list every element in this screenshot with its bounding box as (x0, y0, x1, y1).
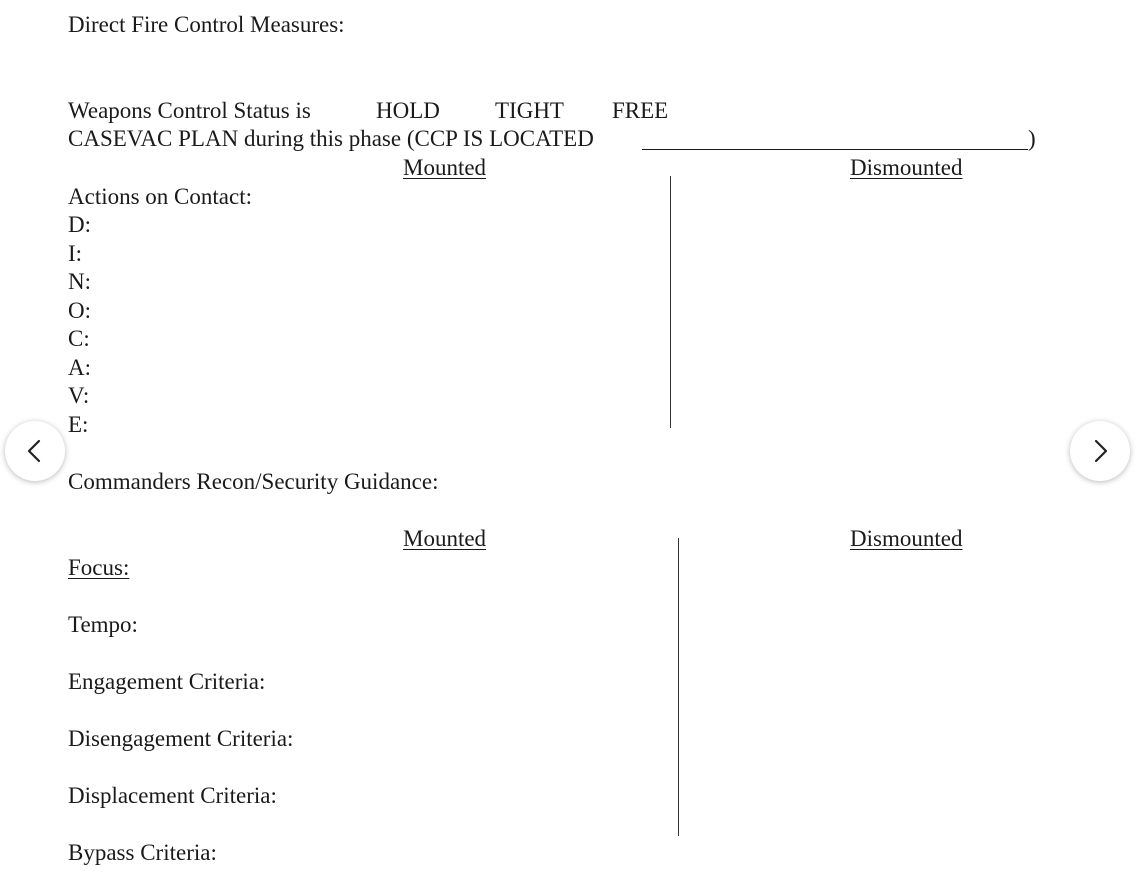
weapons-status-tight: TIGHT (495, 98, 564, 123)
section1-column-divider (670, 176, 671, 428)
actions-letter-v: V: (68, 383, 90, 408)
casevac-close-paren: ) (1028, 126, 1036, 151)
focus-label: Focus: (68, 555, 130, 580)
actions-letter-n: N: (68, 269, 91, 294)
recon-security-guidance-title: Commanders Recon/Security Guidance: (68, 469, 439, 494)
section2-mounted-header: Mounted (403, 526, 487, 551)
previous-slide-button[interactable] (5, 421, 65, 481)
displacement-criteria-label: Displacement Criteria: (68, 783, 277, 808)
weapons-status-label: Weapons Control Status is (68, 98, 311, 123)
actions-letter-a: A: (68, 355, 91, 380)
ccp-location-blank (642, 149, 1028, 150)
actions-letter-c: C: (68, 326, 90, 351)
section2-dismounted-header: Dismounted (850, 526, 963, 551)
section1-dismounted-header: Dismounted (850, 155, 963, 180)
actions-letter-e: E: (68, 412, 89, 437)
actions-letter-d: D: (68, 212, 91, 237)
actions-letter-i: I: (68, 241, 83, 266)
engagement-criteria-label: Engagement Criteria: (68, 669, 266, 694)
direct-fire-title: Direct Fire Control Measures: (68, 12, 345, 37)
chevron-right-icon (1090, 439, 1110, 463)
tempo-label: Tempo: (68, 612, 138, 637)
weapons-status-free: FREE (612, 98, 669, 123)
disengagement-criteria-label: Disengagement Criteria: (68, 726, 294, 751)
bypass-criteria-label: Bypass Criteria: (68, 840, 217, 865)
casevac-plan-text: CASEVAC PLAN during this phase (CCP IS LOCATED (68, 126, 594, 151)
chevron-left-icon (25, 439, 45, 463)
section2-column-divider (678, 538, 679, 836)
section1-mounted-header: Mounted (403, 155, 487, 180)
actions-letter-o: O: (68, 298, 91, 323)
actions-on-contact-title: Actions on Contact: (68, 184, 252, 209)
next-slide-button[interactable] (1070, 421, 1130, 481)
weapons-status-hold: HOLD (376, 98, 440, 123)
